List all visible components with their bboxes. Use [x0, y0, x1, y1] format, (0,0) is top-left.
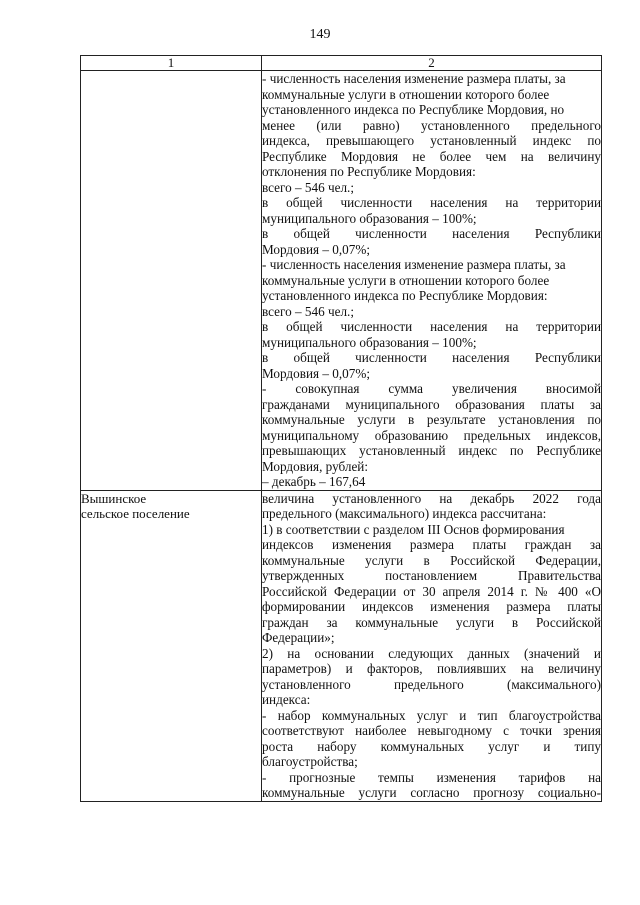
text-line: менее (или равно) установленного предельного: [262, 117, 601, 133]
text-line: отклонения по Республике Мордовия:: [262, 164, 476, 179]
page-number: 149: [309, 27, 331, 42]
column-header-2: 2: [262, 56, 602, 71]
text-line: индекса:: [262, 692, 311, 707]
text-line: гражданами муниципального образования платы за: [262, 396, 601, 412]
text-line: 2) на основании следующих данных (значений и: [262, 645, 601, 661]
municipality-name-line: Вышинское: [81, 490, 147, 506]
table-row: [81, 71, 602, 491]
text-line: индексов изменения размера платы граждан за: [262, 537, 601, 552]
description-cell: [262, 490, 602, 801]
column-header-1: 1: [81, 56, 262, 71]
text-line: всего – 546 чел.;: [262, 303, 354, 319]
text-line: - совокупная сумма увеличения вносимой: [262, 381, 601, 396]
municipality-cell: [81, 490, 262, 801]
text-line: муниципального образования – 100%;: [262, 210, 477, 226]
text-line: коммунальные услуги в Российской Федерации,: [262, 552, 601, 568]
text-line: утвержденных постановлением Правительства: [262, 568, 601, 583]
text-line: – декабрь – 167,64: [262, 474, 366, 489]
table-row: [81, 490, 602, 801]
municipality-name-line: сельское поселение: [81, 506, 190, 521]
text-line: граждан за коммунальные услуги в Российской: [262, 614, 601, 630]
description-cell: [262, 71, 602, 491]
text-line: муниципальному образованию предельных индексов,: [262, 427, 601, 443]
text-line: величина установленного на декабрь 2022 года: [262, 490, 601, 506]
text-line: параметров) и факторов, повлиявших на величину: [262, 661, 601, 676]
text-line: установленного предельного (максимального): [262, 676, 601, 692]
text-line: в общей численности населения Республики: [262, 350, 601, 365]
text-line: 1) в соответствии с разделом III Основ формирования: [262, 521, 565, 537]
text-line: соответствуют наиболее невыгодному с точки зрения: [262, 723, 601, 738]
text-line: Федерации»;: [262, 630, 335, 645]
text-line: в общей численности населения на территории: [262, 319, 601, 334]
text-line: муниципального образования – 100%;: [262, 334, 477, 350]
text-line: Российской Федерации от 30 апреля 2014 г. № 400 «О: [262, 583, 601, 599]
text-line: Республике Мордовия не более чем на величину: [262, 148, 601, 164]
text-line: Мордовия – 0,07%;: [262, 241, 370, 257]
text-line: Мордовия – 0,07%;: [262, 365, 370, 381]
text-line: всего – 546 чел.;: [262, 179, 354, 195]
text-line: предельного (максимального) индекса рассчитана:: [262, 506, 547, 521]
text-line: коммунальные услуги согласно прогнозу социально-: [262, 785, 601, 800]
data-table: [80, 55, 602, 802]
text-line: - численность населения изменение размера платы, за: [262, 71, 566, 86]
text-line: индекса, превышающего установленный индекс по: [262, 133, 601, 148]
text-line: - численность населения изменение размера платы, за: [262, 257, 566, 272]
text-line: коммунальные услуги в отношении которого более: [262, 86, 550, 102]
text-line: - набор коммунальных услуг и тип благоустройства: [262, 707, 601, 723]
text-line: Мордовия, рублей:: [262, 458, 369, 474]
municipality-cell: [81, 71, 262, 491]
text-line: коммунальные услуги в отношении которого более: [262, 272, 550, 288]
table-header-row: [81, 56, 602, 71]
text-line: установленного индекса по Республике Мордовия:: [262, 288, 548, 303]
text-line: в общей численности населения Республики: [262, 226, 601, 241]
text-line: коммунальные услуги в результате установления по: [262, 412, 601, 427]
text-line: установленного индекса по Республике Мордовия, но: [262, 102, 565, 117]
text-line: в общей численности населения на территории: [262, 195, 601, 210]
text-line: - прогнозные темпы изменения тарифов на: [262, 769, 601, 785]
text-line: формировании индексов изменения размера платы: [262, 599, 601, 614]
text-line: роста набору коммунальных услуг и типу: [262, 738, 601, 754]
text-line: превышающих установленный индекс по Республике: [262, 443, 601, 458]
text-line: благоустройства;: [262, 754, 358, 769]
